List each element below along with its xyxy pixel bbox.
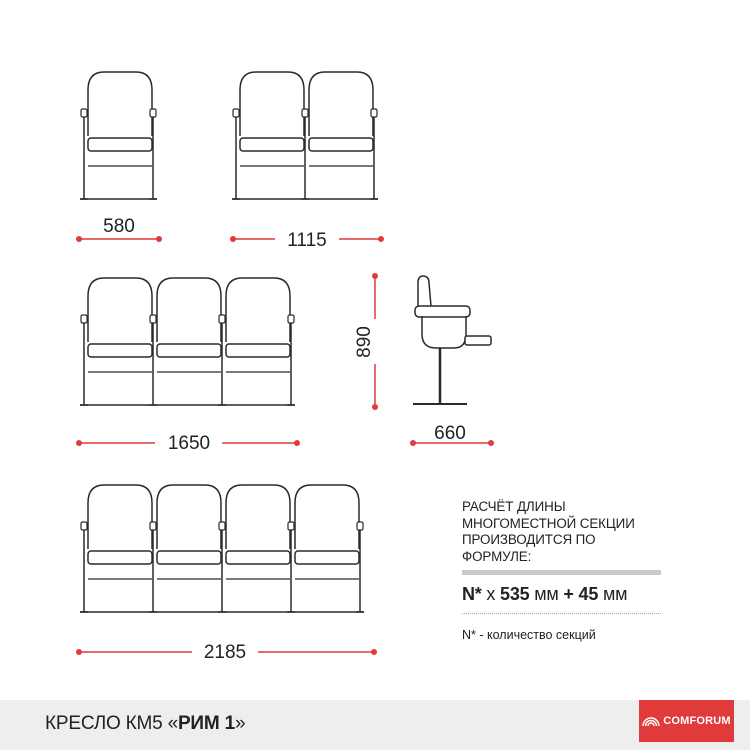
brand-logo (639, 700, 734, 742)
formula-divider (462, 570, 661, 575)
seat-back (226, 485, 290, 549)
formula-add: 45 (578, 584, 599, 604)
seat-cushion (88, 138, 152, 151)
armrest-cap (150, 522, 156, 530)
side-arm-frame (422, 316, 466, 348)
seat-row (80, 72, 157, 199)
seat-back (309, 72, 373, 136)
armrest-cap (288, 522, 294, 530)
formula-title-line: ПРОИЗВОДИТСЯ ПО ФОРМУЛЕ: (462, 532, 596, 564)
seat-cushion (88, 344, 152, 357)
seat-rows (80, 72, 378, 612)
dim-width-1-label: 580 (103, 216, 135, 237)
formula-times: x (481, 584, 501, 604)
side-backrest (418, 276, 431, 306)
armrest-cap (233, 109, 239, 117)
seat-back (88, 72, 152, 136)
seat-cushion (88, 551, 152, 564)
formula-expression (462, 584, 662, 605)
seat-row (80, 278, 295, 405)
product-title-suffix: » (234, 713, 246, 734)
dim-height-label: 890 (354, 326, 375, 358)
dimension-endpoint (372, 404, 378, 410)
armrest-cap (81, 522, 87, 530)
seat-cushion (309, 138, 373, 151)
seat-back (295, 485, 359, 549)
dimension-endpoint (378, 236, 384, 242)
seat-row (232, 72, 378, 199)
armrest-cap (219, 315, 225, 323)
armrest-cap (357, 522, 363, 530)
dimension-endpoint (156, 236, 162, 242)
dim-depth-label: 660 (434, 423, 466, 444)
armrest-cap (302, 109, 308, 117)
formula-dotted-line (462, 613, 661, 614)
formula-unit-width: 535 (500, 584, 530, 604)
dimension-endpoint (294, 440, 300, 446)
dimension-endpoint (488, 440, 494, 446)
formula-title (462, 499, 662, 565)
armrest-cap (81, 109, 87, 117)
seat-cushion (226, 344, 290, 357)
rainbow-logo-icon (642, 715, 660, 727)
seat-back (157, 278, 221, 342)
seat-cushion (157, 551, 221, 564)
product-title-prefix: КРЕСЛО КМ5 « (45, 713, 178, 734)
dimension-endpoint (76, 440, 82, 446)
seat-back (88, 278, 152, 342)
dimension-endpoint (410, 440, 416, 446)
dimension-endpoint (230, 236, 236, 242)
side-writing-tablet (465, 336, 491, 345)
seat-cushion (295, 551, 359, 564)
dimension-endpoint (372, 273, 378, 279)
formula-title-line: РАСЧЁТ ДЛИНЫ (462, 499, 566, 514)
seat-back (226, 278, 290, 342)
brand-name: COMFORUM (663, 715, 731, 727)
armrest-cap (81, 315, 87, 323)
seat-row (80, 485, 364, 612)
product-title-name: РИМ 1 (177, 713, 235, 734)
formula-n: N* (462, 584, 482, 604)
formula-plus: + (563, 584, 579, 604)
formula-block (462, 499, 662, 642)
seat-cushion (157, 344, 221, 357)
seat-back (88, 485, 152, 549)
armrest-cap (219, 522, 225, 530)
seat-back (157, 485, 221, 549)
seat-cushion (226, 551, 290, 564)
dim-width-4-label: 2185 (203, 642, 247, 663)
side-seat (415, 306, 470, 317)
formula-title-line: МНОГОМЕСТНОЙ СЕКЦИИ (462, 515, 635, 531)
side-view-chair (413, 276, 491, 404)
product-title (45, 713, 245, 735)
dim-width-2-label: 1115 (287, 230, 327, 251)
seat-cushion (240, 138, 304, 151)
formula-note: N* - количество секций (462, 628, 596, 642)
dimension-endpoint (76, 649, 82, 655)
formula-mm2: мм (598, 584, 628, 604)
footer-bar (0, 700, 750, 750)
armrest-cap (150, 109, 156, 117)
dimension-endpoint (76, 236, 82, 242)
armrest-cap (150, 315, 156, 323)
seat-back (240, 72, 304, 136)
formula-mm1: мм (529, 584, 564, 604)
armrest-cap (288, 315, 294, 323)
armrest-cap (371, 109, 377, 117)
dimension-lines (76, 236, 494, 655)
dimension-endpoint (371, 649, 377, 655)
dim-width-3-label: 1650 (167, 433, 211, 454)
